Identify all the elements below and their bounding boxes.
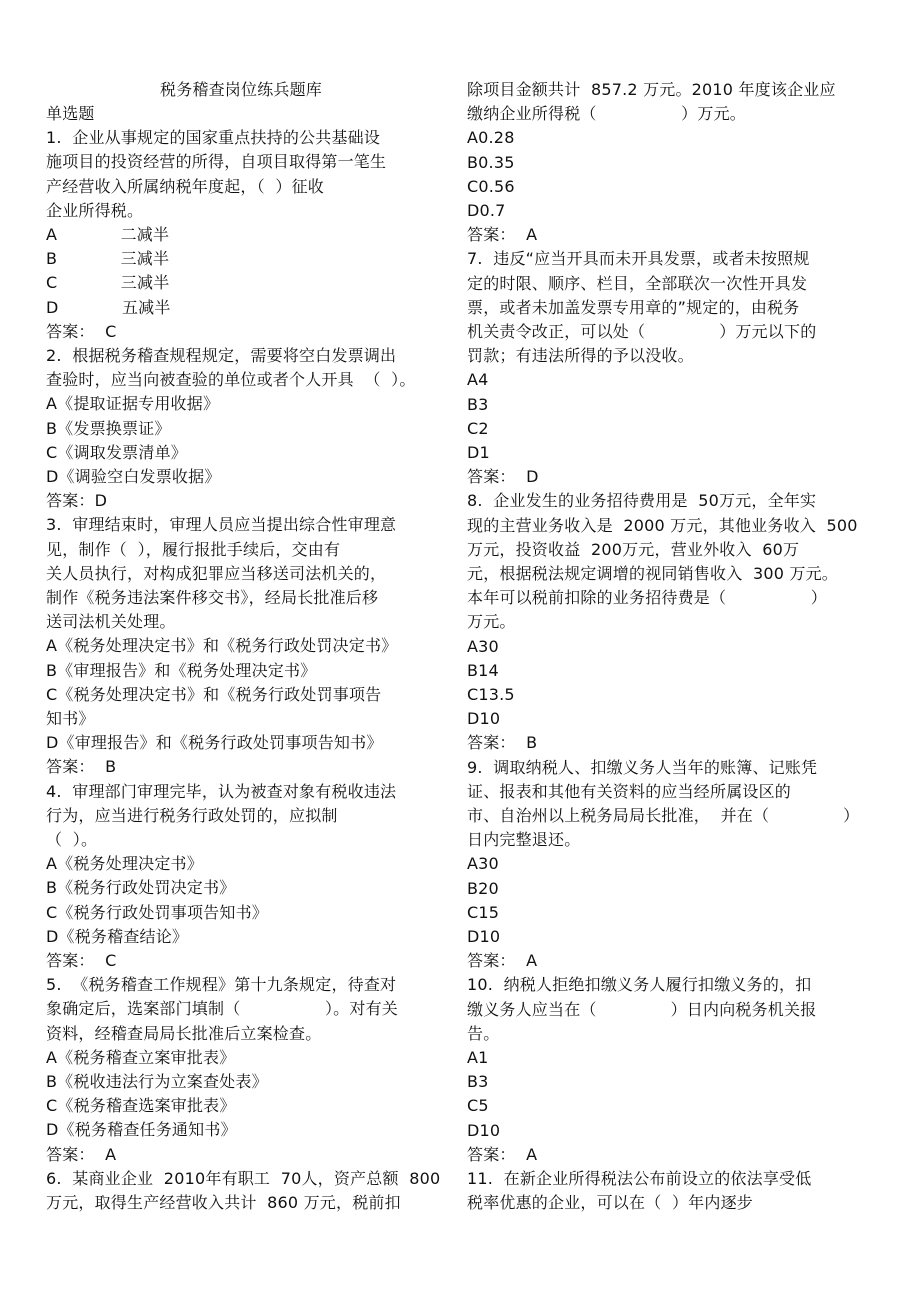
text-line: C2 bbox=[467, 418, 489, 438]
text-line: 10. 纳税人拒绝扣缴义务人履行扣缴义务的，扣 bbox=[467, 975, 812, 995]
text-line: 行为，应当进行税务行政处罚的，应拟制 bbox=[46, 805, 338, 825]
text-line: 缴义务人应当在（ ）日内向税务机关报 bbox=[467, 999, 817, 1019]
text-line: 元，根据税法规定调增的视同销售收入 300 万元。 bbox=[467, 564, 838, 583]
text-line: 票，或者未加盖发票专用章的”规定的，由税务 bbox=[467, 297, 800, 317]
text-line: D《审理报告》和《税务行政处罚事项告知书》 bbox=[46, 733, 383, 753]
text-line: B0.35 bbox=[467, 152, 515, 172]
text-line: 7. 违反“应当开具而未开具发票，或者未按照规 bbox=[467, 249, 810, 269]
text-line: 本年可以税前扣除的业务招待费是（ ） bbox=[467, 588, 827, 608]
text-line: 资料，经稽查局局长批准后立案检查。 bbox=[46, 1023, 322, 1043]
text-line: B《发票换票证》 bbox=[46, 418, 171, 438]
text-line: A《提取证据专用收据》 bbox=[46, 394, 220, 414]
text-line: 11. 在新企业所得税法公布前设立的依法享受低 bbox=[467, 1169, 812, 1188]
text-line: D《税务稽查任务通知书》 bbox=[46, 1120, 237, 1140]
text-line: D《调验空白发票收据》 bbox=[46, 467, 221, 486]
document-title: 税务稽查岗位练兵题库 bbox=[160, 80, 323, 99]
text-line: D10 bbox=[467, 1120, 501, 1140]
text-line: 知书》 bbox=[46, 709, 95, 728]
text-line: 答案： B bbox=[467, 733, 538, 753]
text-line: 市、自治州以上税务局局长批准， 并在（ ） bbox=[467, 806, 860, 825]
text-line: 4. 审理部门审理完毕，认为被查对象有税收违法 bbox=[46, 781, 397, 801]
text-line: A《税务处理决定书》 bbox=[46, 854, 203, 874]
text-line: D 五减半 bbox=[46, 297, 171, 317]
text-line: 8. 企业发生的业务招待费用是 50万元，全年实 bbox=[467, 491, 817, 511]
text-line: C 三减半 bbox=[46, 273, 170, 293]
text-line: 万元。 bbox=[467, 612, 516, 632]
text-line: B3 bbox=[467, 394, 489, 414]
text-line: 象确定后，选案部门填制（ ）。对有关 bbox=[46, 999, 398, 1019]
text-line: 定的时限、顺序、栏目，全部联次一次性开具发 bbox=[467, 273, 808, 293]
text-line: A1 bbox=[467, 1048, 489, 1067]
text-line: 罚款；有违法所得的予以没收。 bbox=[467, 346, 694, 366]
text-line: 送司法机关处理。 bbox=[46, 612, 176, 632]
text-line: A0.28 bbox=[467, 128, 515, 148]
text-line: （ ）。 bbox=[46, 830, 98, 849]
text-line: A30 bbox=[467, 854, 499, 874]
text-line: 万元，投资收益 200万元，营业外收入 60万 bbox=[467, 539, 800, 559]
text-line: A30 bbox=[467, 636, 499, 656]
text-line: B 三减半 bbox=[46, 249, 170, 269]
text-line: 见，制作（ ），履行报批手续后，交由有 bbox=[46, 539, 341, 559]
text-line: C《调取发票清单》 bbox=[46, 442, 187, 462]
text-line: C《税务行政处罚事项告知书》 bbox=[46, 902, 268, 922]
text-line: 6. 某商业企业 2010年有职工 70人，资产总额 800 bbox=[46, 1168, 441, 1188]
text-line: 现的主营业务收入是 2000 万元，其他业务收入 500 bbox=[467, 515, 858, 535]
text-line: D10 bbox=[467, 709, 501, 729]
text-line: D0.7 bbox=[467, 201, 506, 220]
text-line: C13.5 bbox=[467, 685, 515, 704]
text-line: 答案： D bbox=[467, 467, 539, 487]
text-line: D《税务稽查结论》 bbox=[46, 926, 189, 946]
text-line: 除项目金额共计 857.2 万元。2010 年度该企业应 bbox=[467, 80, 836, 99]
text-line: 1. 企业从事规定的国家重点扶持的公共基础设 bbox=[46, 128, 381, 148]
text-line: A《税务稽查立案审批表》 bbox=[46, 1047, 236, 1067]
text-line: 告。 bbox=[467, 1023, 500, 1043]
text-line: D1 bbox=[467, 443, 490, 462]
text-line: B14 bbox=[467, 660, 499, 680]
text-line: 日内完整退还。 bbox=[467, 830, 581, 850]
text-line: B《税务行政处罚决定书》 bbox=[46, 878, 236, 898]
text-line: 缴纳企业所得税（ ）万元。 bbox=[467, 104, 746, 124]
text-line: 答案： C bbox=[46, 321, 117, 341]
text-line: D10 bbox=[467, 927, 501, 946]
text-line: 制作《税务违法案件移交书》，经局长批准后移 bbox=[46, 588, 379, 607]
text-line: B《税收违法行为立案查处表》 bbox=[46, 1072, 268, 1091]
text-line: 关人员执行，对构成犯罪应当移送司法机关的， bbox=[46, 563, 387, 583]
text-line: 查验时，应当向被查验的单位或者个人开具 （ ）。 bbox=[46, 370, 416, 390]
text-line: A4 bbox=[467, 370, 489, 390]
text-line: 9. 调取纳税人、扣缴义务人当年的账簿、记账凭 bbox=[467, 757, 818, 777]
text-line: 企业所得税。 bbox=[46, 200, 144, 220]
text-line: 5. 《税务稽查工作规程》第十九条规定，待查对 bbox=[46, 975, 397, 995]
text-line: 证、报表和其他有关资料的应当经所属设区的 bbox=[467, 781, 792, 801]
text-line: 施项目的投资经营的所得，自项目取得第一笔生 bbox=[46, 152, 387, 172]
text-line: A 二减半 bbox=[46, 225, 170, 244]
text-line: C15 bbox=[467, 902, 500, 922]
text-line: 3. 审理结束时，审理人员应当提出综合性审理意 bbox=[46, 515, 397, 535]
text-line: 答案： A bbox=[467, 951, 538, 971]
text-line: A《税务处理决定书》和《税务行政处罚决定书》 bbox=[46, 636, 398, 656]
text-line: 产经营收入所属纳税年度起，（ ）征收 bbox=[46, 176, 324, 196]
text-line: 答案： A bbox=[467, 225, 538, 245]
text-line: B3 bbox=[467, 1072, 489, 1092]
text-line: 税率优惠的企业，可以在（ ）年内逐步 bbox=[467, 1193, 753, 1213]
text-line: 万元，取得生产经营收入共计 860 万元，税前扣 bbox=[46, 1193, 401, 1212]
text-line: 机关责令改正，可以处（ ）万元以下的 bbox=[467, 322, 817, 341]
text-line: 答案： C bbox=[46, 951, 117, 970]
text-line: 答案：D bbox=[46, 491, 108, 511]
text-line: 答案： B bbox=[46, 757, 117, 777]
text-line: C《税务处理决定书》和《税务行政处罚事项告 bbox=[46, 684, 382, 704]
text-line: C5 bbox=[467, 1096, 489, 1116]
text-line: 单选题 bbox=[46, 104, 95, 123]
text-line: C《税务稽查选案审批表》 bbox=[46, 1096, 236, 1116]
text-line: C0.56 bbox=[467, 176, 515, 196]
text-line: 2. 根据税务稽查规程规定，需要将空白发票调出 bbox=[46, 346, 397, 365]
text-line: B20 bbox=[467, 878, 499, 898]
text-line: 答案： A bbox=[467, 1144, 538, 1164]
text-line: B《审理报告》和《税务处理决定书》 bbox=[46, 660, 317, 680]
text-line: 答案： A bbox=[46, 1144, 117, 1164]
